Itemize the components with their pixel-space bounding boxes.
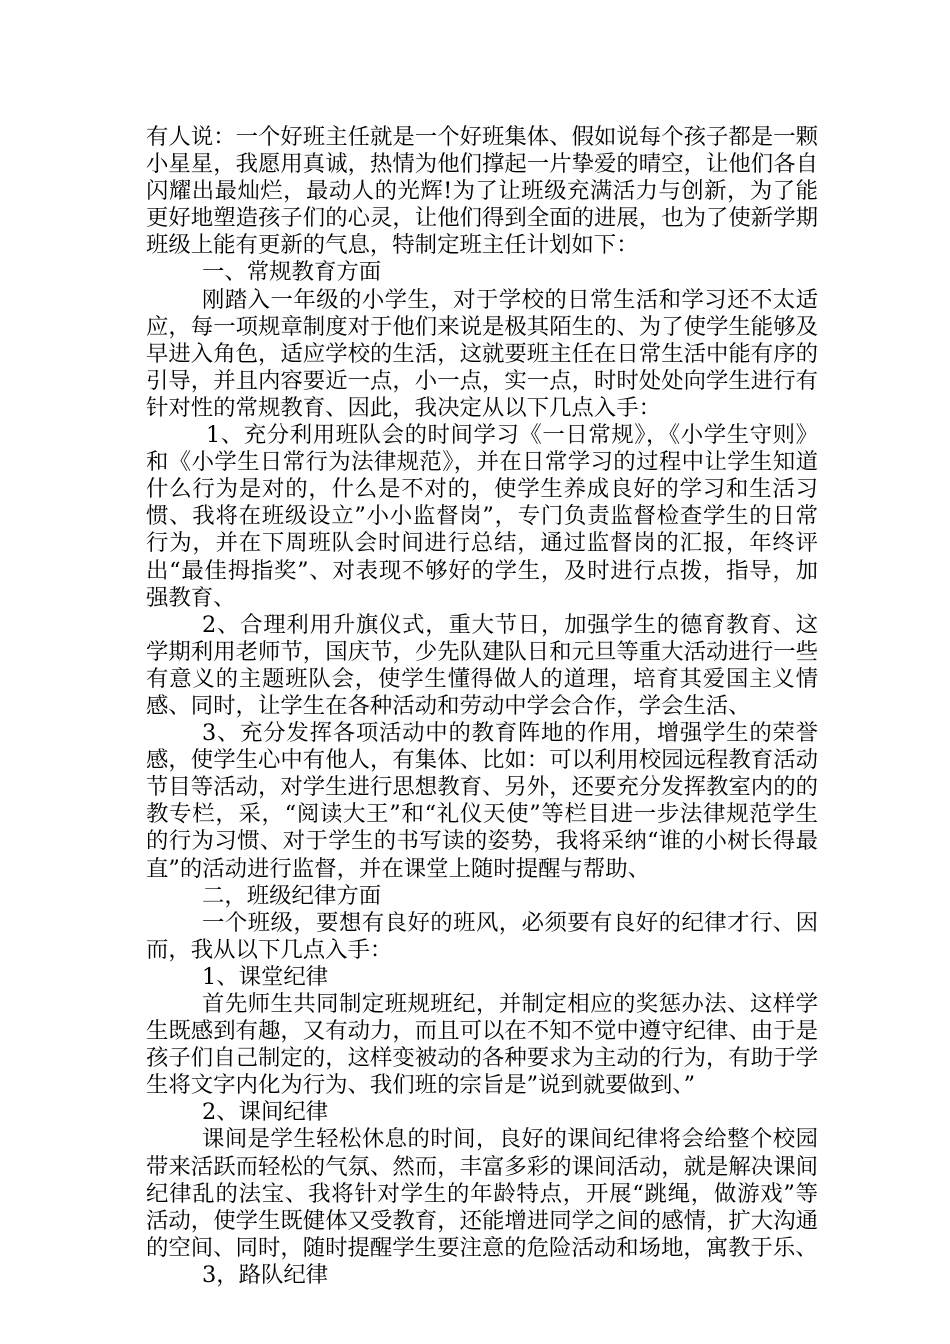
intro-paragraph: 有人说：一个好班主任就是一个好班集体、假如说每个孩子都是一颗小星星，我愿用真诚，热情为他们撑起一片挚爱的晴空，让他们各自闪耀出最灿烂，最动人的光辉!为了让班级充满活力与创新，为了能更好地塑造孩子们的心灵，让他们得到全面的进展，也为了使新学期班级上能有更新的气息，特制定班主任计划如下：	[146, 124, 818, 259]
document-body	[146, 124, 818, 1289]
paragraph-recess-discipline: 课间是学生轻松休息的时间，良好的课间纪律将会给整个校园带来活跃而轻松的气氛、然而，丰富多彩的课间活动，就是解决课间纪律乱的法宝、我将针对学生的年龄特点，开展“跳绳，做游戏”等活动，使学生既健体又受教育，还能增进同学之间的感情，扩大沟通的空间、同时，随时提醒学生要注意的危险活动和场地，寓教于乐、	[146, 1126, 818, 1261]
paragraph-routine-intro: 刚踏入一年级的小学生，对于学校的日常生活和学习还不太适应，每一项规章制度对于他们来说是极其陌生的、为了使学生能够及早进入角色，适应学校的生活，这就要班主任在日常生活中能有序的引导，并且内容要近一点，小一点，实一点，时时处处向学生进行有针对性的常规教育、因此，我决定从以下几点入手：	[146, 286, 818, 421]
paragraph-item-3: 3、充分发挥各项活动中的教育阵地的作用，增强学生的荣誉感，使学生心中有他人，有集体、比如：可以利用校园远程教育活动节目等活动，对学生进行思想教育、另外，还要充分发挥教室内的的教专栏，采，“阅读大王”和“礼仪天使”等栏目进一步法律规范学生的行为习惯、对于学生的书写读的姿势，我将采纳“谁的小树长得最直”的活动进行监督，并在课堂上随时提醒与帮助、	[146, 720, 818, 882]
subheading-classroom-discipline: 1、课堂纪律	[202, 963, 329, 990]
section-heading-class-discipline: 二，班级纪律方面	[202, 882, 382, 909]
paragraph-item-1: 1、充分利用班队会的时间学习《一日常规》，《小学生守则》和《小学生日常行为法律规范》，并在日常学习的过程中让学生知道什么行为是对的，什么是不对的，使学生养成良好的学习和生活习惯、我将在班级设立”小小监督岗”，专门负责监督检查学生的日常行为，并在下周班队会时间进行总结，通过监督岗的汇报，年终评出“最佳拇指奖”、对表现不够好的学生，及时进行点拨，指导，加强教育、	[146, 422, 818, 611]
paragraph-discipline-intro: 一个班级，要想有良好的班风，必须要有良好的纪律才行、因而，我从以下几点入手：	[146, 909, 818, 963]
paragraph-classroom-discipline: 首先师生共同制定班规班纪，并制定相应的奖惩办法、这样学生既感到有趣，又有动力，而且可以在不知不觉中遵守纪律、由于是孩子们自己制定的，这样变被动的各种要求为主动的行为，有助于学生将文字内化为行为、我们班的宗旨是”说到就要做到、”	[146, 991, 818, 1099]
paragraph-item-2: 2、合理利用升旗仪式，重大节日，加强学生的德育教育、这学期利用老师节，国庆节，少先队建队日和元旦等重大活动进行一些有意义的主题班队会，使学生懂得做人的道理，培育其爱国主义情感、同时，让学生在各种活动和劳动中学会合作，学会生活、	[146, 611, 818, 719]
section-heading-routine-education: 一、常规教育方面	[202, 259, 382, 286]
subheading-line-discipline: 3，路队纪律	[202, 1261, 329, 1288]
subheading-recess-discipline: 2、课间纪律	[202, 1099, 329, 1126]
